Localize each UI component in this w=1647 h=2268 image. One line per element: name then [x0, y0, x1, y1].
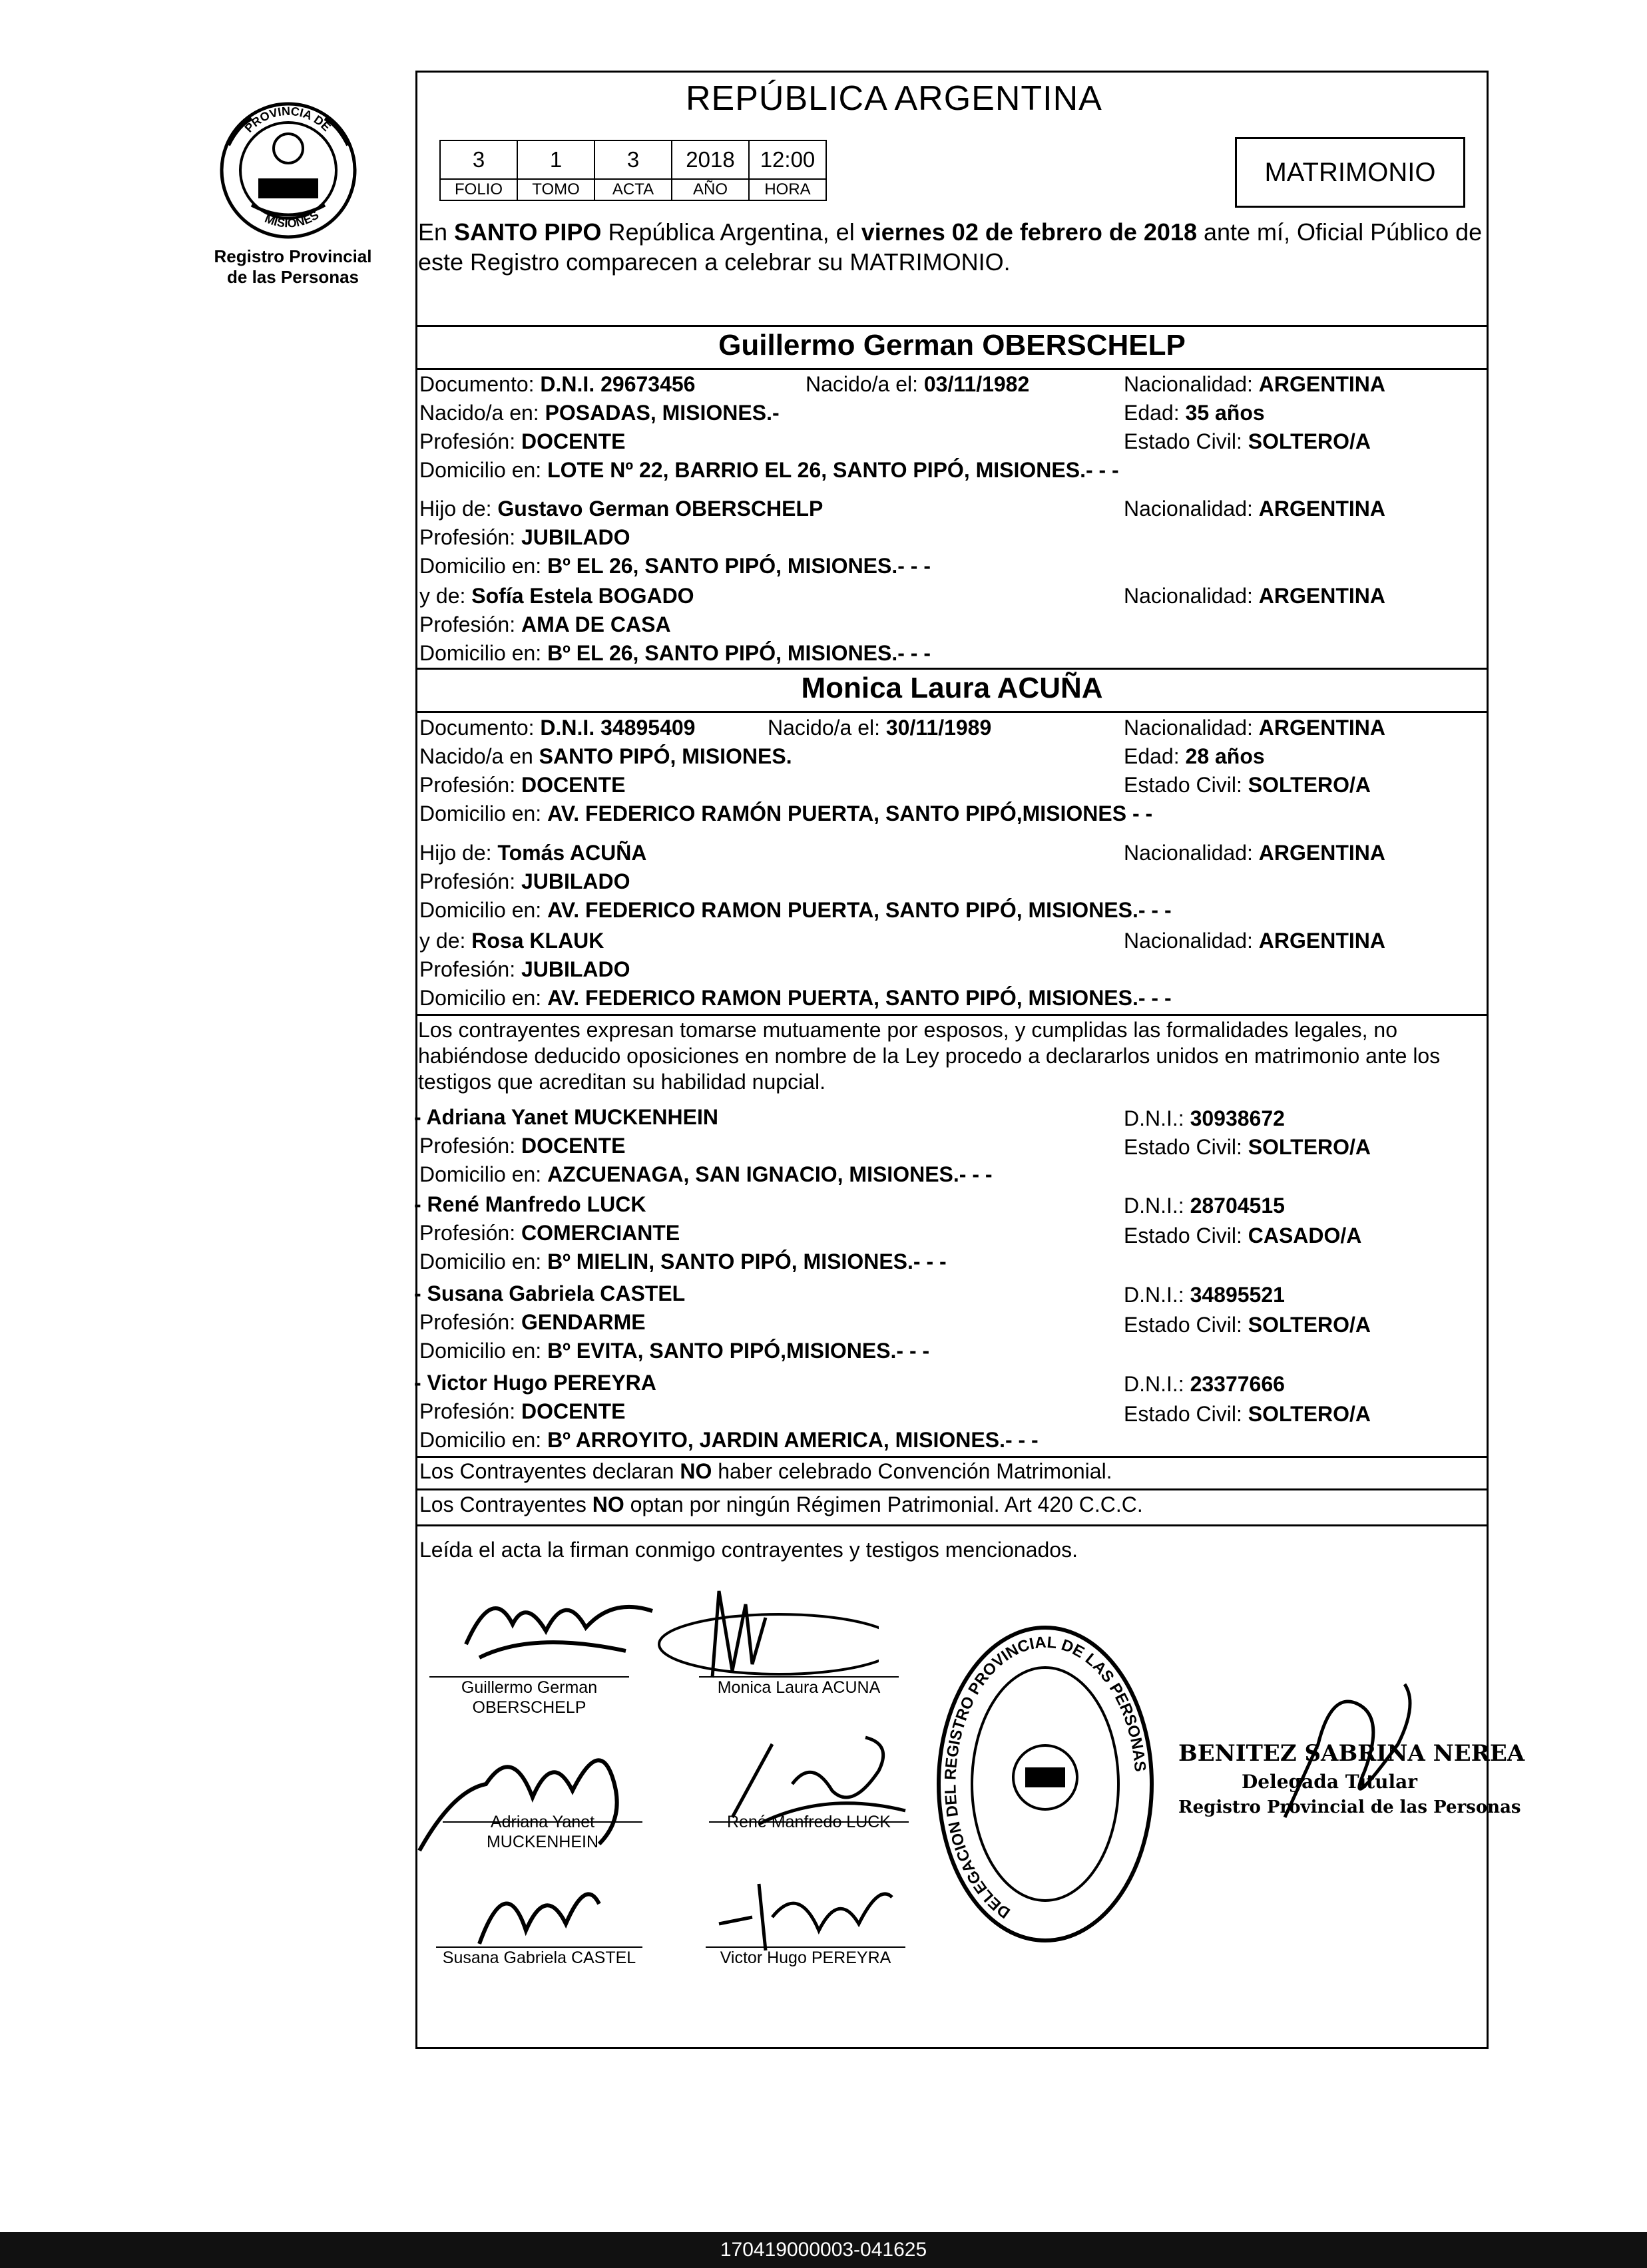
hour-value: 12:00 [749, 140, 826, 179]
seal-text-bottom: MISIONES [262, 208, 322, 230]
declaration-paragraph: Los contrayentes expresan tomarse mutuamente por esposos, y cumplidas las formalidades legales, no habiéndose deducido oposiciones en nombre de la Ley procedo a declararlos unidos en matrimonio ante los testigos que acreditan su habilidad nupcial. [418, 1018, 1441, 1094]
page-title: REPÚBLICA ARGENTINA [686, 79, 1102, 118]
groom-mother: y de: Sofía Estela BOGADO [419, 584, 694, 608]
groom-father-profession: Profesión: JUBILADO [419, 525, 630, 549]
registry-seal [212, 99, 365, 245]
bride-father-address: Domicilio en: AV. FEDERICO RAMON PUERTA, SANTO PIPÓ, MISIONES.- - - [419, 898, 1172, 922]
intro-paragraph: En SANTO PIPO República Argentina, el viernes 02 de febrero de 2018 ante mí, Oficial Público de este Registro comparecen a celebrar su MATRIMONIO. [418, 218, 1483, 276]
groom-document: Documento: D.N.I. 29673456 [419, 372, 696, 396]
bride-age: Edad: 28 años [1124, 744, 1265, 768]
acta-value: 3 [594, 140, 672, 179]
groom-civil-status: Estado Civil: SOLTERO/A [1124, 429, 1371, 453]
divider [415, 668, 1489, 670]
stamp-ring-text: DELEGACION DEL REGISTRO PROVINCIAL DE LAS PERSONAS [941, 1633, 1150, 1922]
witness-1-civil-status: Estado Civil: SOLTERO/A [1124, 1135, 1371, 1159]
groom-birthplace: Nacido/a en: POSADAS, MISIONES.- [419, 401, 780, 425]
year-value: 2018 [672, 140, 749, 179]
witness-2-name: - René Manfredo LUCK [414, 1192, 646, 1216]
witness-4-profession: Profesión: DOCENTE [419, 1399, 626, 1423]
groom-father-address: Domicilio en: Bº EL 26, SANTO PIPÓ, MISIONES.- - - [419, 554, 931, 578]
bride-document: Documento: D.N.I. 34895409 [419, 716, 696, 740]
witness-4-name: - Victor Hugo PEREYRA [414, 1371, 656, 1395]
bride-name: Monica Laura ACUÑA [801, 672, 1103, 704]
signature-label-witness-1: Adriana Yanet MUCKENHEIN [486, 1813, 599, 1851]
bride-profession: Profesión: DOCENTE [419, 773, 626, 797]
groom-mother-profession: Profesión: AMA DE CASA [419, 612, 671, 636]
groom-name: Guillermo German OBERSCHELP [718, 329, 1186, 361]
divider [415, 325, 1489, 327]
groom-profession: Profesión: DOCENTE [419, 429, 626, 453]
officer-name: BENITEZ SABRINA NEREA [1178, 1740, 1525, 1767]
svg-text:PROVINCIA DE [242, 105, 334, 135]
witness-3-civil-status: Estado Civil: SOLTERO/A [1124, 1313, 1371, 1337]
bride-father: Hijo de: Tomás ACUÑA [419, 841, 647, 865]
groom-father: Hijo de: Gustavo German OBERSCHELP [419, 497, 824, 521]
divider [415, 1524, 1489, 1526]
bride-father-profession: Profesión: JUBILADO [419, 869, 630, 893]
bride-address: Domicilio en: AV. FEDERICO RAMÓN PUERTA, SANTO PIPÓ,MISIONES - - [419, 801, 1153, 825]
record-meta-table [439, 140, 827, 201]
divider [415, 1014, 1489, 1016]
folio-label: FOLIO [440, 179, 517, 200]
groom-mother-address: Domicilio en: Bº EL 26, SANTO PIPÓ, MISIONES.- - - [419, 641, 931, 665]
divider [415, 1456, 1489, 1458]
tomo-value: 1 [517, 140, 594, 179]
signature-witness-4 [706, 1857, 905, 1957]
document-code: 170419000003-041625 [720, 2239, 927, 2261]
witness-1-dni: D.N.I.: 30938672 [1124, 1106, 1285, 1130]
groom-nationality: Nacionalidad: ARGENTINA [1124, 372, 1386, 396]
divider [415, 711, 1489, 713]
witness-3-profession: Profesión: GENDARME [419, 1310, 646, 1334]
groom-age: Edad: 35 años [1124, 401, 1265, 425]
folio-value: 3 [440, 140, 517, 179]
bride-mother: y de: Rosa KLAUK [419, 929, 604, 953]
witness-2-dni: D.N.I.: 28704515 [1124, 1194, 1285, 1218]
witness-2-civil-status: Estado Civil: CASADO/A [1124, 1224, 1362, 1247]
officer-office: Registro Provincial de las Personas [1178, 1797, 1521, 1817]
bride-father-nationality: Nacionalidad: ARGENTINA [1124, 841, 1386, 865]
witness-1-address: Domicilio en: AZCUENAGA, SAN IGNACIO, MISIONES.- - - [419, 1162, 993, 1186]
bride-mother-nationality: Nacionalidad: ARGENTINA [1124, 929, 1386, 953]
witness-3-name: - Susana Gabriela CASTEL [414, 1281, 686, 1305]
bride-birthplace: Nacido/a en SANTO PIPÓ, MISIONES. [419, 744, 792, 768]
witness-4-civil-status: Estado Civil: SOLTERO/A [1124, 1402, 1371, 1426]
reading-statement: Leída el acta la firman conmigo contrayentes y testigos mencionados. [419, 1538, 1078, 1562]
regime-statement: Los Contrayentes NO optan por ningún Régimen Patrimonial. Art 420 C.C.C. [419, 1492, 1143, 1516]
officer-role: Delegada Titular [1242, 1771, 1418, 1793]
signature-label-witness-2: René Manfredo LUCK [727, 1813, 891, 1831]
year-label: AÑO [672, 179, 749, 200]
bride-civil-status: Estado Civil: SOLTERO/A [1124, 773, 1371, 797]
bride-nationality: Nacionalidad: ARGENTINA [1124, 716, 1386, 740]
signature-label-bride: Monica Laura ACUNA [717, 1678, 881, 1697]
witness-1-name: - Adriana Yanet MUCKENHEIN [414, 1105, 718, 1129]
signature-label-groom: Guillermo German OBERSCHELP [461, 1678, 598, 1717]
witness-3-dni: D.N.I.: 34895521 [1124, 1283, 1285, 1307]
witness-4-address: Domicilio en: Bº ARROYITO, JARDIN AMERICA, MISIONES.- - - [419, 1428, 1039, 1452]
witness-3-address: Domicilio en: Bº EVITA, SANTO PIPÓ,MISIONES.- - - [419, 1339, 930, 1363]
acta-label: ACTA [594, 179, 672, 200]
witness-4-dni: D.N.I.: 23377666 [1124, 1372, 1285, 1396]
convention-statement: Los Contrayentes declaran NO haber celebrado Convención Matrimonial. [419, 1459, 1112, 1483]
document-code-bar [0, 2232, 1647, 2268]
bride-mother-profession: Profesión: JUBILADO [419, 957, 630, 981]
witness-1-profession: Profesión: DOCENTE [419, 1134, 626, 1158]
signature-label-witness-3: Susana Gabriela CASTEL [442, 1948, 636, 1967]
witness-2-address: Domicilio en: Bº MIELIN, SANTO PIPÓ, MISIONES.- - - [419, 1249, 947, 1273]
divider [415, 368, 1489, 370]
groom-mother-nationality: Nacionalidad: ARGENTINA [1124, 584, 1386, 608]
act-type-box: MATRIMONIO [1235, 137, 1465, 208]
tomo-label: TOMO [517, 179, 594, 200]
seal-text-top: PROVINCIA DE [242, 104, 334, 135]
delegation-stamp [932, 1618, 1158, 1950]
registry-label: Registro Provincial de las Personas [214, 246, 372, 287]
groom-address: Domicilio en: LOTE Nº 22, BARRIO EL 26, SANTO PIPÓ, MISIONES.- - - [419, 458, 1119, 482]
groom-father-nationality: Nacionalidad: ARGENTINA [1124, 497, 1386, 521]
hour-label: HORA [749, 179, 826, 200]
signature-label-witness-4: Victor Hugo PEREYRA [720, 1948, 891, 1967]
witness-2-profession: Profesión: COMERCIANTE [419, 1221, 680, 1245]
divider [415, 1488, 1489, 1490]
groom-birthdate: Nacido/a el: 03/11/1982 [806, 372, 1030, 396]
signature-groom [453, 1571, 672, 1678]
signature-witness-3 [466, 1857, 612, 1957]
bride-birthdate: Nacido/a el: 30/11/1989 [768, 716, 992, 740]
bride-mother-address: Domicilio en: AV. FEDERICO RAMON PUERTA, SANTO PIPÓ, MISIONES.- - - [419, 986, 1172, 1010]
